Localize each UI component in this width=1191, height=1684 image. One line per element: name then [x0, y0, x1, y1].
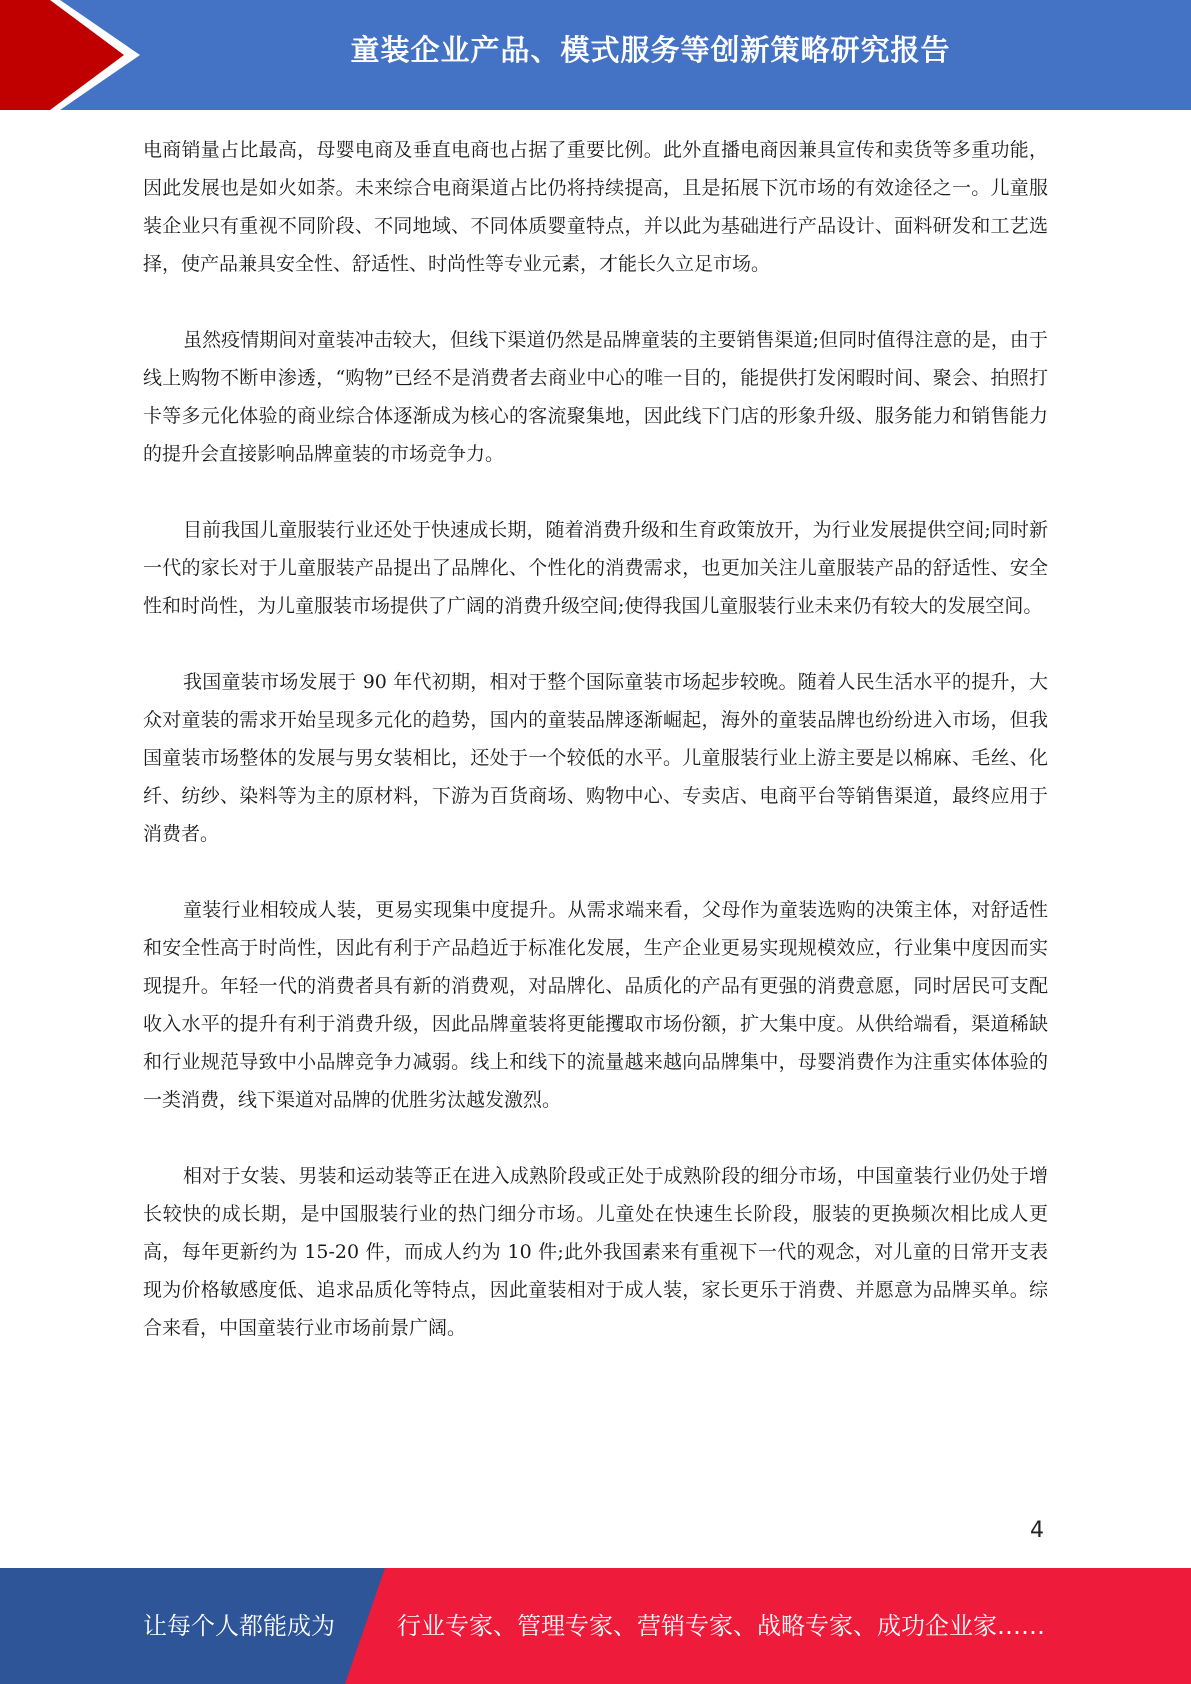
document-title: 童装企业产品、模式服务等创新策略研究报告 [350, 33, 951, 67]
body-paragraph-6: 相对于女装、男装和运动装等正在进入成熟阶段或正处于成熟阶段的细分市场，中国童装行业仍处于增长较快的成长期，是中国服装行业的热门细分市场。儿童处在快速生长阶段，服装的更换频次相比成人更高，每年更新约为 15-20 件，而成人约为 10 件;此外我国素来有重视下一代的观念，对儿童的日常开支表现为价格敏感度低、追求品质化等特点，因此童装相对于成人装，家长更乐于消费、并愿意为品牌买单。综合来看，中国童装行业市场前景广阔。 [143, 1165, 1048, 1339]
footer-slogan-right: 行业专家、管理专家、营销专家、战略专家、成功企业家…… [397, 1612, 1045, 1640]
page-number: 4 [1030, 1518, 1044, 1543]
body-paragraph-5: 童装行业相较成人装，更易实现集中度提升。从需求端来看，父母作为童装选购的决策主体，对舒适性和安全性高于时尚性，因此有利于产品趋近于标准化发展，生产企业更易实现规模效应，行业集中度因而实现提升。年轻一代的消费者具有新的消费观，对品牌化、品质化的产品有更强的消费意愿，同时居民可支配收入水平的提升有利于消费升级，因此品牌童装将更能攫取市场份额，扩大集中度。从供给端看，渠道稀缺和行业规范导致中小品牌竞争力减弱。线上和线下的流量越来越向品牌集中，母婴消费作为注重实体体验的一类消费，线下渠道对品牌的优胜劣汰越发激烈。 [143, 899, 1048, 1111]
body-paragraph-3: 目前我国儿童服装行业还处于快速成长期，随着消费升级和生育政策放开，为行业发展提供空间;同时新一代的家长对于儿童服装产品提出了品牌化、个性化的消费需求，也更加关注儿童服装产品的舒适性、安全性和时尚性，为儿童服装市场提供了广阔的消费升级空间;使得我国儿童服装行业未来仍有较大的发展空间。 [143, 519, 1048, 617]
header-arrow-decoration [0, 0, 150, 110]
body-paragraph-4: 我国童装市场发展于 90 年代初期，相对于整个国际童装市场起步较晚。随着人民生活水平的提升，大众对童装的需求开始呈现多元化的趋势，国内的童装品牌逐渐崛起，海外的童装品牌也纷纷进入市场，但我国童装市场整体的发展与男女装相比，还处于一个较低的水平。儿童服装行业上游主要是以棉麻、毛丝、化纤、纺纱、染料等为主的原材料，下游为百货商场、购物中心、专卖店、电商平台等销售渠道，最终应用于消费者。 [143, 671, 1048, 845]
page-header [0, 0, 1191, 110]
document-body [143, 131, 1048, 1385]
body-paragraph-2: 虽然疫情期间对童装冲击较大，但线下渠道仍然是品牌童装的主要销售渠道;但同时值得注意的是，由于线上购物不断申渗透，“购物”已经不是消费者去商业中心的唯一目的，能提供打发闲暇时间、聚会、拍照打卡等多元化体验的商业综合体逐渐成为核心的客流聚集地，因此线下门店的形象升级、服务能力和销售能力的提升会直接影响品牌童装的市场竞争力。 [143, 329, 1048, 465]
page-footer [0, 1568, 1191, 1684]
footer-slogan-left: 让每个人都能成为 [143, 1612, 335, 1640]
body-paragraph-1: 电商销量占比最高，母婴电商及垂直电商也占据了重要比例。此外直播电商因兼具宣传和卖货等多重功能，因此发展也是如火如荼。未来综合电商渠道占比仍将持续提高，且是拓展下沉市场的有效途径之一。儿童服装企业只有重视不同阶段、不同地域、不同体质婴童特点，并以此为基础进行产品设计、面料研发和工艺选择，使产品兼具安全性、舒适性、时尚性等专业元素，才能长久立足市场。 [143, 139, 1048, 275]
